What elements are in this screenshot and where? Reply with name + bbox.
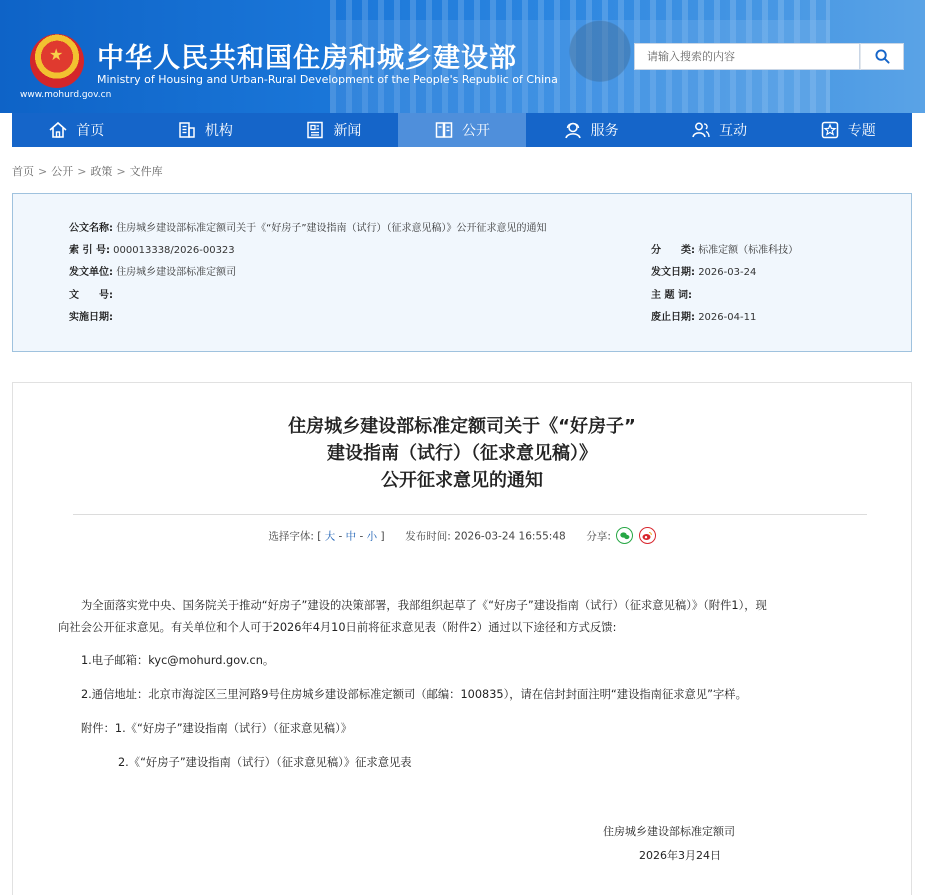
breadcrumb-public[interactable]: 公开 [51, 165, 74, 178]
title-divider [73, 514, 867, 515]
info-value: 住房城乡建设部标准定额司 [116, 267, 237, 278]
header-tree-graphic [560, 10, 640, 113]
news-icon [305, 120, 325, 140]
info-subject [651, 286, 692, 301]
site-subtitle: Ministry of Housing and Urban-Rural Development of the People's Republic of China [97, 73, 558, 86]
info-value: 住房城乡建设部标准定额司关于《“好房子”建设指南（试行）（征求意见稿）》公开征求意见的通知 [116, 223, 547, 234]
info-label: 文 号: [69, 290, 113, 301]
font-bracket: ] [380, 530, 385, 543]
info-expire-date [651, 308, 756, 323]
user-service-icon [563, 120, 583, 140]
nav-label: 首页 [76, 123, 105, 139]
font-select-label: 选择字体: [268, 530, 314, 543]
breadcrumb-library[interactable]: 文件库 [129, 165, 163, 178]
breadcrumb-separator: > [38, 165, 48, 178]
attachment-2-link[interactable]: 2.《“好房子”建设指南（试行）（征求意见稿）》征求意见表 [118, 756, 412, 769]
search-box [634, 43, 860, 70]
site-title[interactable]: 中华人民共和国住房和城乡建设部 [97, 43, 517, 74]
search-icon [875, 49, 890, 64]
article-meta [13, 528, 911, 545]
nav-item-news[interactable] [269, 113, 398, 147]
nav-label: 新闻 [333, 123, 362, 139]
national-emblem-icon[interactable] [30, 34, 84, 88]
info-label: 发文单位: [69, 267, 113, 278]
info-issuer [69, 263, 236, 278]
info-label: 发文日期: [651, 267, 695, 278]
signer: 住房城乡建设部标准定额司 [603, 825, 735, 838]
site-header [0, 0, 925, 113]
info-value: 标准定额（标准科技） [698, 245, 799, 256]
paragraph-line: 向社会公开征求意见。有关单位和个人可于2026年4月10日前将征求意见表（附件2）通过以下途径和方式反馈: [58, 621, 617, 634]
info-label: 公文名称: [69, 223, 113, 234]
share-label: 分享: [586, 530, 611, 543]
emblem-star-icon: ★ [49, 45, 64, 64]
font-separator: - [338, 530, 343, 543]
breadcrumb-separator: > [116, 165, 126, 178]
article-title-line: 公开征求意见的通知 [381, 470, 543, 491]
info-index [69, 241, 235, 256]
sign-date: 2026年3月24日 [639, 849, 721, 862]
nav-item-service[interactable] [526, 113, 655, 147]
breadcrumb-policy[interactable]: 政策 [90, 165, 113, 178]
article-title-line: 住房城乡建设部标准定额司关于《“好房子” [288, 416, 636, 437]
article-title [13, 413, 911, 494]
info-label: 主 题 词: [651, 290, 692, 301]
interaction-icon [691, 120, 711, 140]
paragraph-line: 为全面落实党中央、国务院关于推动“好房子”建设的决策部署，我部组织起草了《“好房子”建设指南（试行）（征求意见稿）》（附件1），现 [81, 599, 767, 612]
nav-item-organization[interactable] [141, 113, 270, 147]
font-size-small-link[interactable]: 小 [366, 530, 378, 543]
breadcrumb-separator: > [77, 165, 87, 178]
info-label: 实施日期: [69, 312, 113, 323]
font-bracket: [ [317, 530, 322, 543]
nav-item-home[interactable] [12, 113, 141, 147]
nav-label: 服务 [590, 123, 619, 139]
info-effective-date [69, 308, 113, 323]
article-panel [12, 382, 912, 895]
nav-label: 专题 [847, 123, 876, 139]
info-value: 2026-03-24 [698, 267, 757, 278]
attachment-1-link[interactable]: 附件：1.《“好房子”建设指南（试行）（征求意见稿）》 [81, 722, 353, 735]
nav-label: 机构 [204, 123, 233, 139]
star-icon [820, 120, 840, 140]
weibo-share-icon[interactable] [639, 527, 656, 544]
nav-item-topics[interactable] [783, 113, 912, 147]
contact-email: 1.电子邮箱：kyc@mohurd.gov.cn。 [81, 654, 275, 667]
document-icon [434, 120, 454, 140]
info-label: 分 类: [651, 245, 695, 256]
font-separator: - [359, 530, 364, 543]
document-info-box [12, 193, 912, 352]
site-url[interactable]: www.mohurd.gov.cn [20, 90, 112, 100]
info-doc-no [69, 286, 113, 301]
main-nav [12, 113, 912, 147]
home-icon [48, 120, 68, 140]
nav-label: 互动 [719, 123, 748, 139]
publish-label: 发布时间: [405, 530, 451, 543]
wechat-share-icon[interactable] [616, 527, 633, 544]
search-input[interactable] [635, 44, 859, 69]
search-button[interactable] [860, 43, 904, 70]
font-size-medium-link[interactable]: 中 [345, 530, 357, 543]
breadcrumb [12, 163, 163, 179]
breadcrumb-home[interactable]: 首页 [12, 165, 34, 178]
building-icon [177, 120, 197, 140]
font-size-large-link[interactable]: 大 [324, 530, 336, 543]
info-category [651, 241, 798, 256]
nav-label: 公开 [462, 123, 491, 139]
info-value: 2026-04-11 [698, 312, 757, 323]
nav-item-public[interactable] [398, 113, 527, 147]
info-label: 废止日期: [651, 312, 695, 323]
info-value: 000013338/2026-00323 [113, 245, 235, 256]
info-doc-name [69, 219, 547, 234]
article-title-line: 建设指南（试行）（征求意见稿）》 [327, 443, 597, 464]
publish-time: 2026-03-24 16:55:48 [454, 530, 566, 543]
contact-address: 2.通信地址：北京市海淀区三里河路9号住房城乡建设部标准定额司（邮编：100835），请在信封封面注明“建设指南征求意见”字样。 [81, 688, 747, 701]
nav-item-interaction[interactable] [655, 113, 784, 147]
info-issue-date [651, 263, 756, 278]
info-label: 索 引 号: [69, 245, 110, 256]
